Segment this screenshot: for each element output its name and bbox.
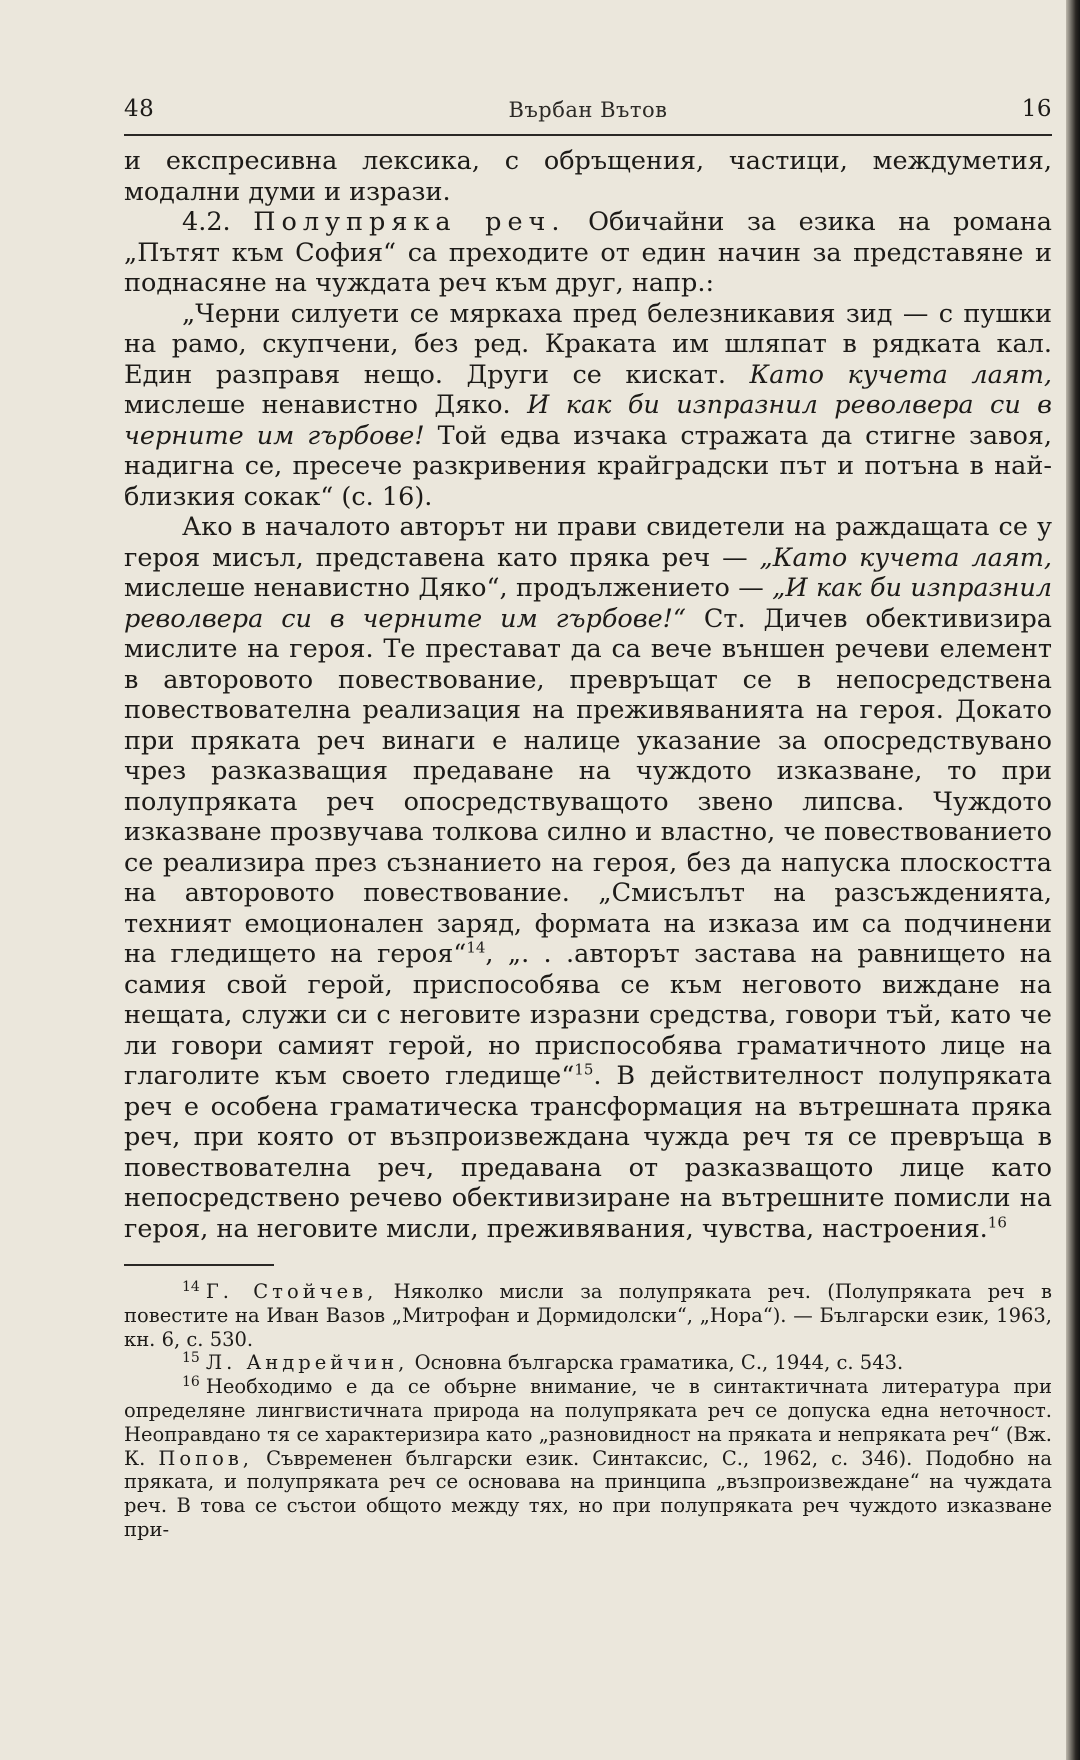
footnote-14-number: 14 [182, 1278, 200, 1295]
p3-part-f: , „. . .авторът застава на равнището на самия свой герой, приспособява се към неговото виждане на нещата, служи си с неговите изразни средства, говори тъй, като че ли говори самият герой, но приспособява граматичното лице на глаголите към своето гледище“ [124, 939, 1052, 1091]
footnote-ref-14[interactable]: 14 [466, 938, 486, 957]
section-heading: Полупряка реч. [253, 207, 566, 237]
footnote-16-author: Попов, [158, 1446, 254, 1470]
footnote-rule [124, 1264, 274, 1266]
footnote-ref-15[interactable]: 15 [574, 1060, 594, 1079]
p3-part-e: Ст. Дичев обективизира мислите на героя. Те престават да са вече външен речеви елемент в авторовото повествование, превръщат се в непосредствена повествователна реализация на преживяванията на героя. Докато при пряката реч винаги е налице указание за опосредствувано чрез разказващия предаване на чуждото изказване, то при полупряката реч опосредствуващото звено липсва. Чуждото изказване прозвучава толкова силно и властно, че повествованието се реализира през съзнанието на героя, без да напуска плоскостта на авторовото повествование. „Смисълът на разсъжденията, техният емоционален заряд, формата на изказа им са подчинени на гледището на героя“ [124, 603, 1052, 969]
footnote-14-author: Г. Стойчев, [205, 1280, 378, 1303]
p3-part-a: Ако в началото авторът ни прави свидетели на раждащата се у героя мисъл, представена като пряка реч — [124, 512, 1052, 573]
footnote-15 [124, 1351, 1052, 1375]
running-title: Върбан Вътов [508, 98, 668, 122]
quote-part-e: Той едва изчака стражата да стигне завоя, надигна се, пресече разкривения крайградски път и потъна в най-близкия сокак“ (с. 16). [124, 420, 1052, 512]
quote-direct-speech-2: И как би изпразнил револвера си в черните им гърбове! [124, 390, 1053, 451]
quote-part-a: „Черни силуети се мяркаха пред белезникавия зид — с пушки на рамо, скупчени, без ред. Краката им шляпат в рядката кал. Един разправя нещо. Други се кискат. [124, 298, 1052, 390]
main-text [124, 146, 1052, 1244]
footnote-15-author: Л. Андрейчин, [205, 1351, 409, 1375]
section-number: 4.2. [182, 207, 231, 237]
footnote-15-text: Основна българска граматика, С., 1944, с. 543. [414, 1351, 904, 1375]
paragraph-2 [124, 207, 1052, 299]
paragraph-3 [124, 512, 1052, 1244]
footnote-16-text-a: Необходимо е да се обърне внимание, че в синтактичната литература при определяне лингвистичната природа на полупряката реч се допуска една неточност. Неоправдано тя се характеризира като „разновидност на пряката и непряката реч“ (Вж. К. [124, 1375, 1052, 1470]
p3-italic-1: „Като кучета лаят, [759, 542, 1053, 573]
p3-part-c: мислеше ненавистно Дяко“, продължението — [124, 573, 764, 603]
p3-part-g: . В действителност полупряката реч е особена граматическа трансформация на вътрешната пряка реч, при която от възпроизвеждана чужда реч тя се превръща в повествователна реч, предавана от разказващото лице като непосредствено речево обективизиране на вътрешните помисли на героя, на неговите мисли, преживявания, чувства, настроения. [124, 1061, 1053, 1244]
quote-part-c: мислеше ненавистно Дяко. [124, 390, 511, 420]
footnote-15-number: 15 [182, 1349, 200, 1366]
p3-italic-2: „И как би изпразнил револвера си в черните им гърбове!“ [124, 573, 1053, 634]
footnote-ref-16[interactable]: 16 [987, 1213, 1007, 1231]
running-header [124, 92, 1052, 130]
footnote-16-text-b: Съвременен български език. Синтаксис, С., 1962, с. 346). Подобно на пряката, и полупряката реч се основава на принципа „възпроизвеждане“ на чуждата реч. В това се състои общото между тях, но при полупряката реч чуждото изказване при- [124, 1446, 1052, 1541]
header-rule [124, 134, 1052, 136]
footnote-16-number: 16 [182, 1373, 200, 1390]
footnote-14-text: Няколко мисли за полупряката реч. (Полупряката реч в повестите на Иван Вазов „Митрофан и Дормидолски“, „Нора“). — Български език, 1963, кн. 6, с. 530. [124, 1280, 1052, 1351]
page-number: 48 [124, 96, 155, 122]
quote-direct-speech-1: Като кучета лаят, [749, 359, 1052, 390]
signature-mark: 16 [1021, 96, 1052, 122]
footnote-16 [124, 1375, 1052, 1542]
page-edge-shadow [1066, 0, 1080, 1760]
quotation-paragraph [124, 299, 1052, 513]
book-page [124, 92, 1052, 1542]
footnotes [124, 1280, 1052, 1542]
footnote-14 [124, 1280, 1052, 1351]
paragraph-2-text: Обичайни за езика на романа „Пътят към София“ са преходите от един начин за представяне и поднасяне на чуждата реч към друг, напр.: [124, 207, 1052, 298]
paragraph-1: и експресивна лексика, с обръщения, частици, междуметия, модални думи и изрази. [124, 146, 1052, 207]
